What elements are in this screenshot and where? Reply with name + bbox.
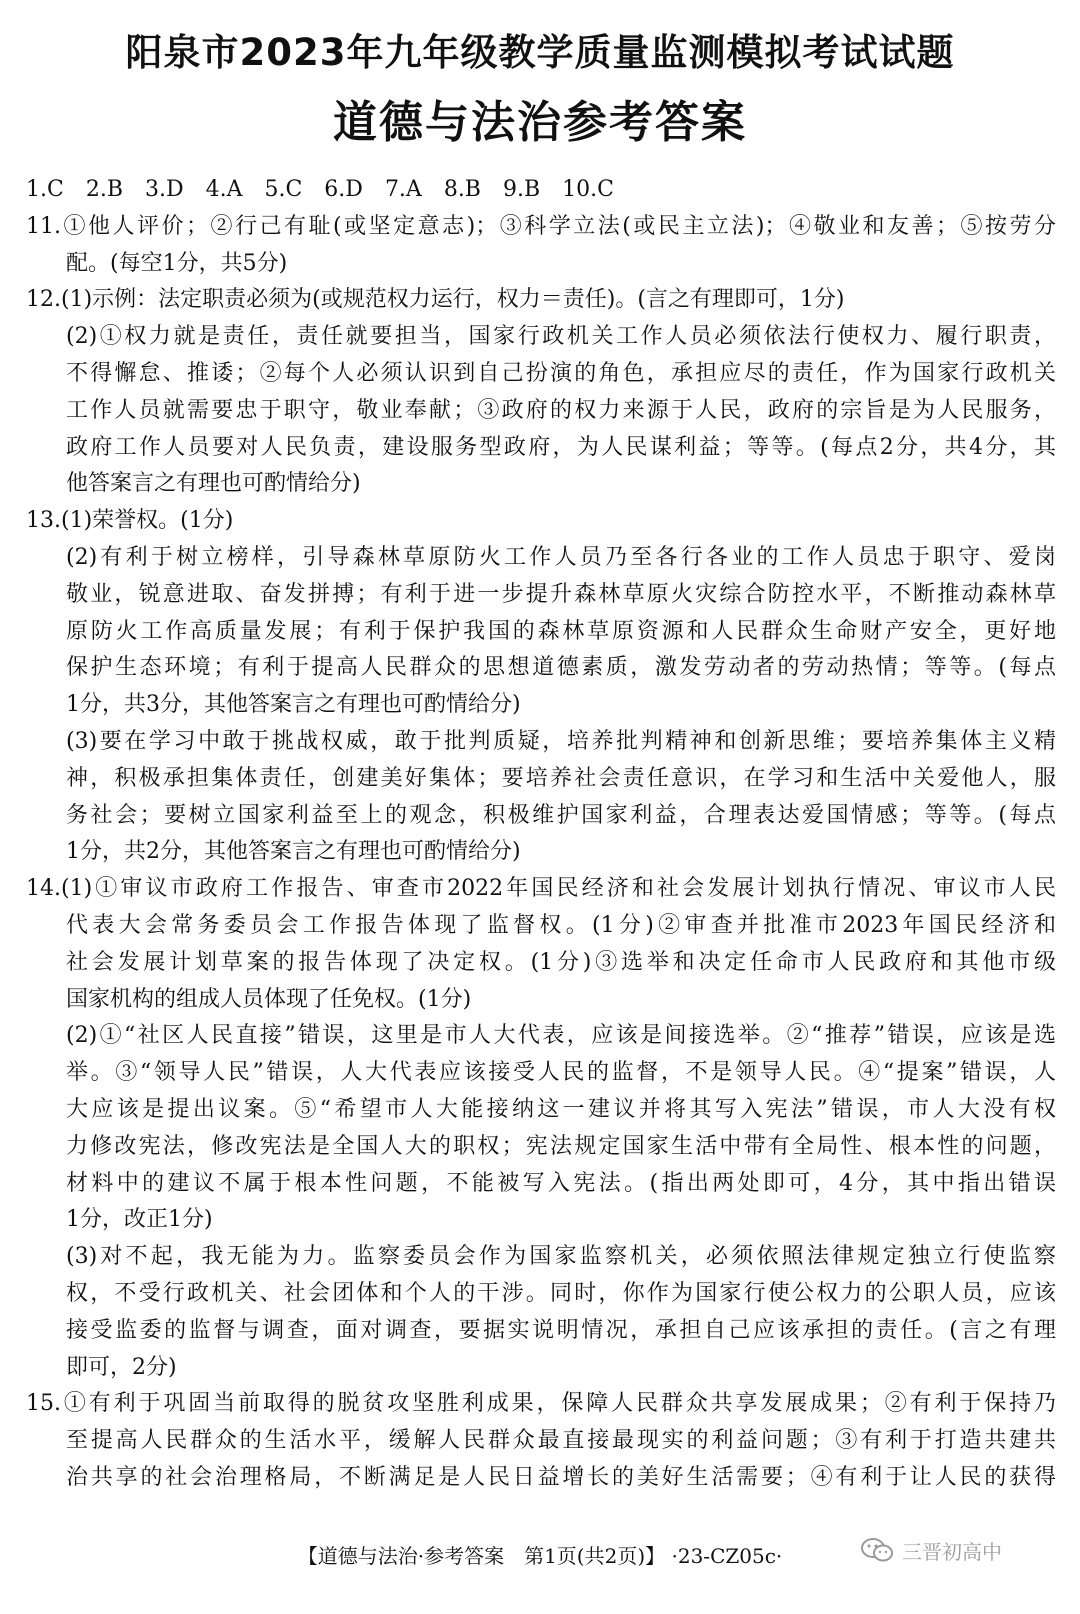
answer-line: 至提高人民群众的生活水平，缓解人民群众最直接最现实的利益问题；③有利于打造共建共 bbox=[66, 1428, 1056, 1454]
answer-line: (2)①“社区人民直接”错误，这里是市人大代表，应该是间接选举。②“推荐”错误，应该是选 bbox=[66, 1023, 1056, 1049]
answer-line: 接受监委的监督与调查，面对调查，要据实说明情况，承担自己应该承担的责任。(言之有理 bbox=[66, 1317, 1056, 1343]
answer-line: 保护生态环境；有利于提高人民群众的思想道德素质，激发劳动者的劳动热情；等等。(每点 bbox=[66, 655, 1056, 681]
answer-line: 1分，改正1分) bbox=[66, 1207, 213, 1233]
answer-line: 1分，共2分，其他答案言之有理也可酌情给分) bbox=[66, 839, 521, 865]
answer-line: 务社会；要树立国家利益至上的观念，积极维护国家利益，合理表达爱国情感；等等。(每点 bbox=[66, 802, 1056, 828]
answer-line: (3)对不起，我无能为力。监察委员会作为国家监察机关，必须依照法律规定独立行使监察 bbox=[66, 1244, 1056, 1270]
answer-line: 权，不受行政机关、社会团体和个人的干涉。同时，你作为国家行使公权力的公职人员，应该 bbox=[66, 1280, 1056, 1306]
answer-line: 代表大会常务委员会工作报告体现了监督权。(1分)②审查并批准市2023年国民经济和 bbox=[66, 912, 1056, 938]
answer-line: 即可，2分) bbox=[66, 1354, 177, 1380]
watermark-text: 三晋初高中 bbox=[902, 1539, 1002, 1564]
answer-line: 社会发展计划草案的报告体现了决定权。(1分)③选举和决定任命市人民政府和其他市级 bbox=[66, 949, 1056, 975]
answer-line: 1分，共3分，其他答案言之有理也可酌情给分) bbox=[66, 692, 521, 718]
answer-line: 国家机构的组成人员体现了任免权。(1分) bbox=[66, 986, 472, 1012]
answer-line: (2)①权力就是责任，责任就要担当，国家行政机关工作人员必须依法行使权力、履行职责， bbox=[66, 324, 1056, 350]
watermark bbox=[860, 1532, 1002, 1568]
answer-line: 力修改宪法，修改宪法是全国人大的职权；宪法规定国家生活中带有全局性、根本性的问题， bbox=[66, 1133, 1056, 1159]
answer-line: 1.C 2.B 3.D 4.A 5.C 6.D 7.A 8.B 9.B 10.C bbox=[26, 177, 614, 202]
footer-code: ·23-CZ05c· bbox=[671, 1544, 783, 1568]
answer-line: 敬业，锐意进取、奋发拼搏；有利于进一步提升森林草原火灾综合防控水平，不断推动森林草 bbox=[66, 581, 1056, 607]
answer-line: 政府工作人员要对人民负责，建设服务型政府，为人民谋利益；等等。(每点2分，共4分，其 bbox=[66, 434, 1056, 460]
answer-line: 原防火工作高质量发展；有利于保护我国的森林草原资源和人民群众生命财产安全，更好地 bbox=[66, 618, 1056, 644]
answer-line: 12.(1)示例：法定职责必须为(或规范权力运行，权力＝责任)。(言之有理即可，1分) bbox=[26, 287, 845, 313]
answer-line: 大应该是提出议案。⑤“希望市人大能接纳这一建议并将其写入宪法”错误，市人大没有权 bbox=[66, 1096, 1056, 1122]
answer-line: 14.(1)①审议市政府工作报告、审查市2022年国民经济和社会发展计划执行情况、审议市人民 bbox=[26, 876, 1056, 902]
answer-line: 15.①有利于巩固当前取得的脱贫攻坚胜利成果，保障人民群众共享发展成果；②有利于保持乃 bbox=[26, 1391, 1056, 1417]
answer-line: (2)有利于树立榜样，引导森林草原防火工作人员乃至各行各业的工作人员忠于职守、爱岗 bbox=[66, 544, 1056, 570]
page-title: 阳泉市2023年九年级教学质量监测模拟考试试题 bbox=[125, 31, 955, 74]
answer-line: 材料中的建议不属于根本性问题，不能被写入宪法。(指出两处即可，4分，其中指出错误 bbox=[66, 1170, 1056, 1196]
answer-line: 不得懈怠、推诿；②每个人必须认识到自己扮演的角色，承担应尽的责任，作为国家行政机关 bbox=[66, 360, 1056, 386]
page-subtitle: 道德与法治参考答案 bbox=[333, 97, 747, 148]
answer-line: 工作人员就需要忠于职守，敬业奉献；③政府的权力来源于人民，政府的宗旨是为人民服务， bbox=[66, 397, 1056, 423]
footer-text: 【道德与法治·参考答案 第1页(共2页)】 bbox=[297, 1544, 666, 1568]
answer-line: 11.①他人评价；②行己有耻(或坚定意志)；③科学立法(或民主立法)；④敬业和友善；⑤按劳分 bbox=[26, 213, 1056, 239]
answer-line: 配。(每空1分，共5分) bbox=[66, 250, 288, 276]
wechat-icon bbox=[860, 1537, 894, 1563]
answer-line: 他答案言之有理也可酌情给分) bbox=[66, 471, 361, 497]
answer-line: 举。③“领导人民”错误，人大代表应该接受人民的监督，不是领导人民。④“提案”错误，人 bbox=[66, 1060, 1056, 1086]
answer-line: 治共享的社会治理格局，不断满足是人民日益增长的美好生活需要；④有利于让人民的获得 bbox=[66, 1464, 1056, 1490]
answer-line: 神，积极承担集体责任，创建美好集体；要培养社会责任意识，在学习和生活中关爱他人，服 bbox=[66, 765, 1056, 791]
answer-line: 13.(1)荣誉权。(1分) bbox=[26, 508, 234, 534]
answer-body bbox=[26, 172, 1056, 1497]
answer-line: (3)要在学习中敢于挑战权威，敢于批判质疑，培养批判精神和创新思维；要培养集体主义精 bbox=[66, 728, 1056, 754]
